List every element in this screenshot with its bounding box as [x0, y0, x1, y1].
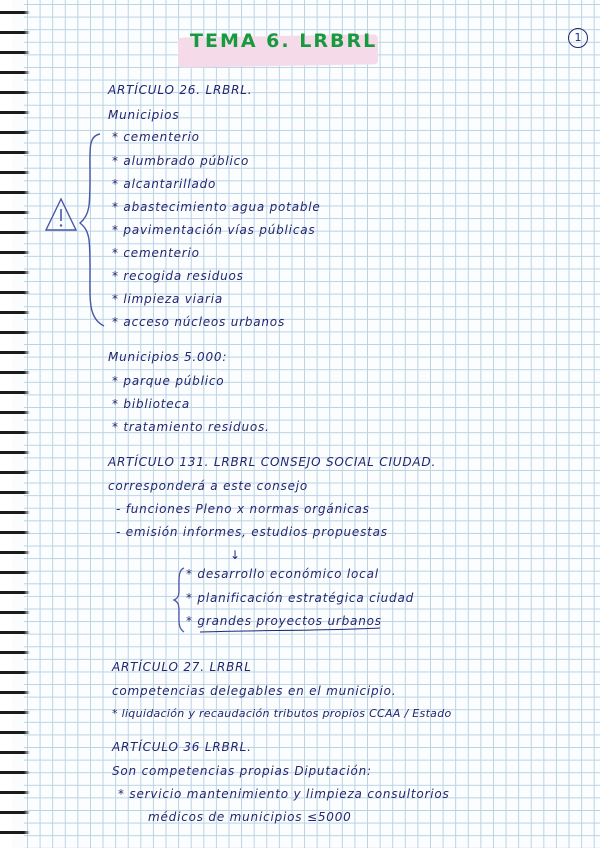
art27-heading: ARTÍCULO 27. LRBRL — [112, 660, 252, 674]
art36-line: médicos de municipios ≤5000 — [148, 810, 352, 824]
down-arrow-icon: ↓ — [230, 548, 241, 562]
art26-item: * limpieza viaria — [112, 292, 223, 306]
curly-brace-icon — [174, 568, 184, 632]
art131-sub-item: * grandes proyectos urbanos — [186, 614, 382, 628]
warning-triangle-icon — [46, 199, 76, 230]
art26-heading: ARTÍCULO 26. LRBRL. — [108, 83, 253, 97]
art27-line: competencias delegables en el municipio. — [112, 684, 397, 698]
art131-line: - funciones Pleno x normas orgánicas — [116, 502, 370, 516]
art131-heading: ARTÍCULO 131. LRBRL CONSEJO SOCIAL CIUDAD. — [108, 455, 437, 469]
art26-item: * pavimentación vías públicas — [112, 223, 316, 237]
underline — [200, 628, 380, 632]
art27-line: * liquidación y recaudación tributos propios CCAA / Estado — [112, 707, 452, 720]
art131-line: corresponderá a este consejo — [108, 479, 309, 493]
art26-item: * cementerio — [112, 130, 200, 144]
art36-line: * servicio mantenimiento y limpieza consultorios — [118, 787, 450, 801]
curly-brace-icon — [80, 134, 104, 326]
art36-heading: ARTÍCULO 36 LRBRL. — [112, 740, 252, 754]
page-number: 1 — [568, 28, 588, 48]
art131-sub-item: * desarrollo económico local — [186, 567, 379, 581]
art26-sub2-item: * parque público — [112, 374, 225, 388]
art26-item: * alcantarillado — [112, 177, 217, 191]
art26-sub2-item: * tratamiento residuos. — [112, 420, 270, 434]
art26-sub2-item: * biblioteca — [112, 397, 191, 411]
art26-item: * acceso núcleos urbanos — [112, 315, 285, 329]
art26-item: * recogida residuos — [112, 269, 244, 283]
art131-sub-item: * planificación estratégica ciudad — [186, 591, 415, 605]
art26-item: * alumbrado público — [112, 154, 250, 168]
art26-subheading: Municipios — [108, 108, 180, 122]
art131-line: - emisión informes, estudios propuestas — [116, 525, 388, 539]
art26-item: * abastecimiento agua potable — [112, 200, 321, 214]
art36-line: Son competencias propias Diputación: — [112, 764, 372, 778]
art26-sub2-heading: Municipios 5.000: — [108, 350, 228, 364]
page-title: TEMA 6. LRBRL — [190, 30, 378, 52]
art26-item: * cementerio — [112, 246, 200, 260]
